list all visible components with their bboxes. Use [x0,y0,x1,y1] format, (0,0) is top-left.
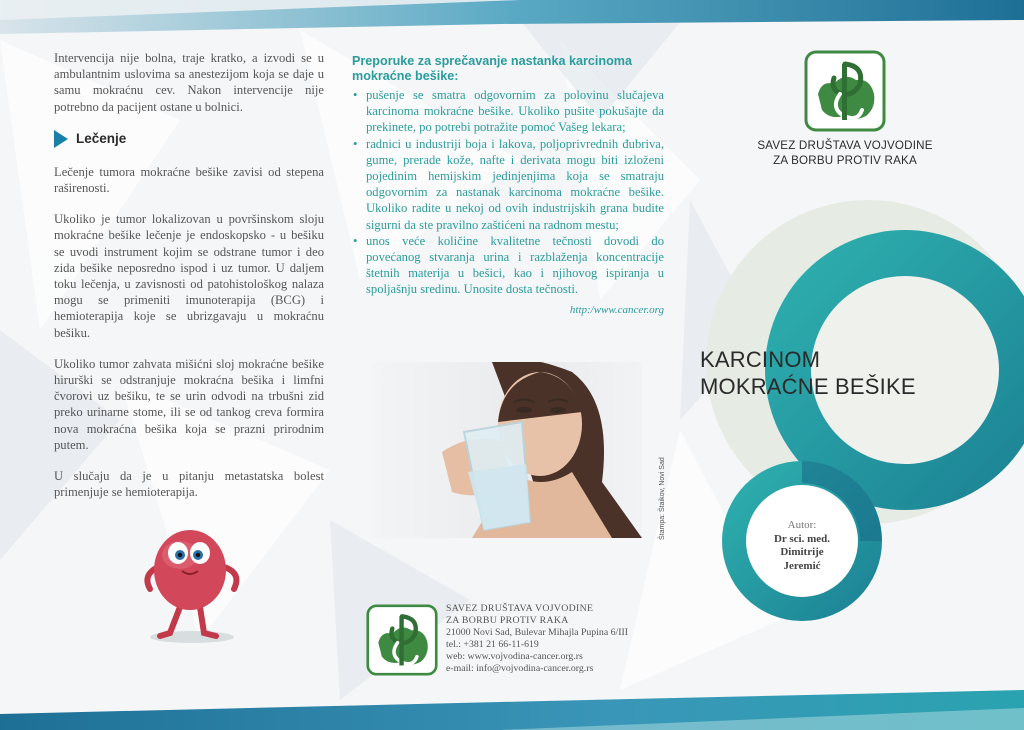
author-name: Dimitrije Jeremić [780,546,824,572]
list-item: • pušenje se smatra odgovornim za polovinu slučajeva karcinoma mokraćne bešike. Ukoliko pušite pokušajte da prekinete, po potrebi potražite pomoć Vašeg lekara; [352,87,664,136]
prevention-list [352,87,664,298]
woman-drinking-water-photo [372,362,642,538]
section-heading-lecenje [54,130,324,148]
bladder-mascot-illustration [130,515,250,645]
organization-logo-small [366,604,438,676]
contact-block [446,603,676,675]
source-link[interactable]: http:/www.cancer.org [569,303,664,316]
list-item: • radnici u industriji boja i lakova, poljoprivrednih đubriva, gume, prerade kože, nafte i derivata mogu biti izloženi pojedinim hemijskim jedinjenjima koja se smatraju odgovornim za nastanak karcinoma mokraćne bešike. Ukoliko radite u nekoj od ovih industrijskih grana budite sigurni da ste pravilno zaštićeni na radnom mestu; [352,136,664,233]
brochure-title [700,346,940,400]
author-title: Dr sci. med. [773,532,830,545]
treatment-paragraph-4: U slučaju da je u pitanju metastatska bolest primenjuje se hemioterapija. [54,469,324,500]
print-credit: Štampa: Štaikov, Novi Sad [659,457,666,540]
contact-address: 21000 Novi Sad, Bulevar Mihajla Pupina 6/III [446,627,629,638]
cover-org-line1: SAVEZ DRUŠTAVA VOJVODINE [757,139,933,152]
treatment-paragraph-1: Lečenje tumora mokraćne bešike zavisi od stepena raširenosti. [54,164,324,196]
cover-org-line2: ZA BORBU PROTIV RAKA [773,154,917,167]
author-block [762,519,842,573]
triangle-right-icon [54,130,68,148]
treatment-paragraph-3: Ukoliko tumor zahvata mišićni sloj mokraćne bešike hirurški se odstranjuje mokraćna bešika i limfni čvorovi uz bešiku, te se urin odvodi na trbušni zid preko urinarne stome, ili se od tankog creva formira nova mokraćna bešika koja se prazni prirodnim putem. [54,356,324,452]
intro-paragraph: Intervencija nije bolna, traje kratko, a izvodi se u ambulantnim uslovima sa anestezijom koja se daje u samu mokraćnu cev. Nakon intervencije nije potrebno da pacijent ostane u bolnici. [54,51,324,114]
title-line2: MOKRAĆNE BEŠIKE [700,374,916,399]
organization-logo [804,50,886,132]
middle-column [352,54,664,318]
title-line1: KARCINOM [700,347,821,372]
treatment-paragraph-2: Ukoliko je tumor lokalizovan u površinskom sloju mokraćne bešike lečenje je endoskopsko - u bešiku se uvodi instrument kojim se odstrane tumor i deo zida bešike neposredno ispod i uz tumor. U daljem toku lečenja, u zavisnosti od patohistološkog nalaza mogu se primeniti imunoterapija (BCG) i hemioterapija koje se ubrizgavaju u mokraćnu bešiku. [54,212,324,340]
cover-organization-name [740,138,950,168]
contact-phone: tel.: +381 21 66-11-619 [446,639,539,650]
list-item: • unos veće količine kvalitetne tečnosti dovodi do povećanog stvaranja urina i razblaženja koncentracije štetnih materija u bešici, kao i njihovog ispiranja u spoljašnju sredinu. Unosite dosta tečnosti. [352,233,664,298]
contact-web[interactable]: web: www.vojvodina-cancer.org.rs [446,651,583,662]
author-role: Autor: [787,519,817,531]
prevention-heading: Preporuke za sprečavanje nastanka karcinoma mokraćne bešike: [352,54,633,83]
contact-email[interactable]: e-mail: info@vojvodina-cancer.org.rs [446,663,594,674]
left-column [54,50,324,515]
contact-org-line1: SAVEZ DRUŠTAVA VOJVODINE [446,603,594,614]
section-title: Lečenje [76,130,127,146]
contact-org-line2: ZA BORBU PROTIV RAKA [446,615,569,626]
